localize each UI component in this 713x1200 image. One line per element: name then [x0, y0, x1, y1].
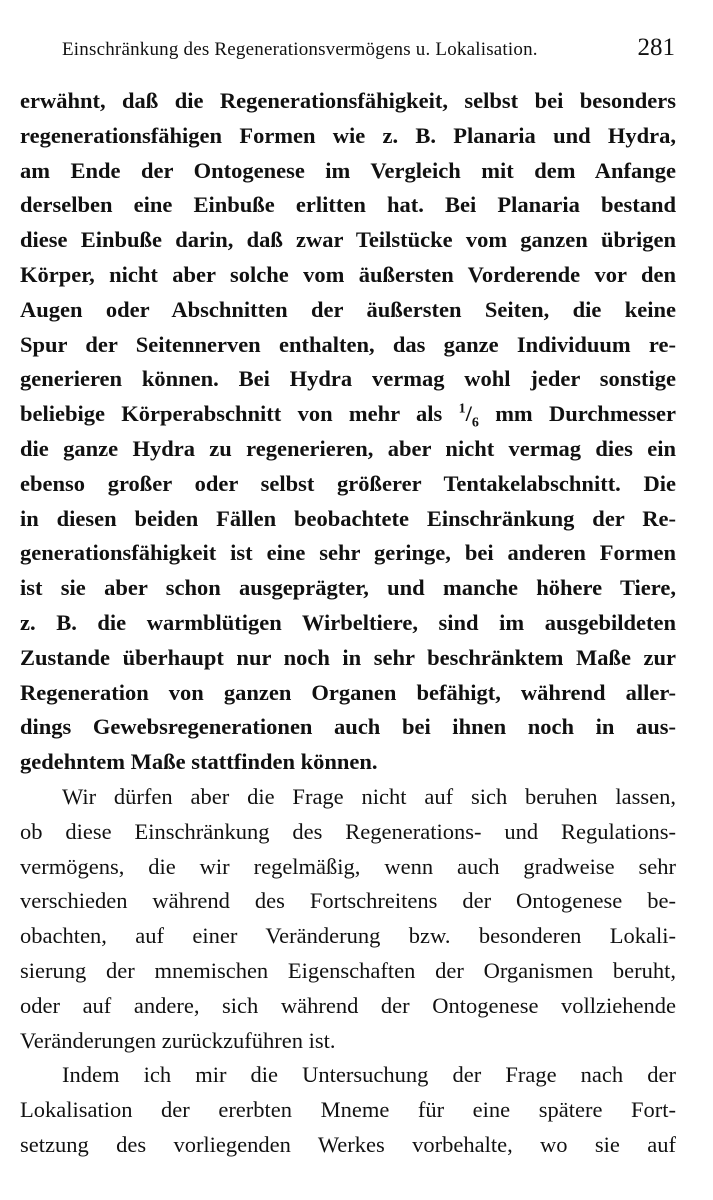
text-line: Zustande überhaupt nur noch in sehr beschränktem Maße zur [20, 644, 676, 670]
text-line: Veränderungen zurückzuführen ist. [20, 1027, 336, 1053]
text-line: Augen oder Abschnitten der äußersten Seiten, die keine [20, 296, 676, 322]
text-line: obachten, auf einer Veränderung bzw. besonderen Lokali- [20, 923, 676, 949]
text-line: z. B. die warmblütigen Wirbeltiere, sind im ausgebildeten [20, 609, 676, 635]
text-line: regenerationsfähigen Formen wie z. B. Planaria und Hydra, [20, 122, 676, 148]
text-line: sierung der mnemischen Eigenschaften der Organismen beruht, [20, 957, 676, 983]
text-line: ob diese Einschränkung des Regenerations- und Regulations- [20, 818, 676, 844]
text-line: generieren können. Bei Hydra vermag wohl jeder sonstige [20, 366, 676, 392]
text-line: ist sie aber schon ausgeprägter, und manche höhere Tiere, [20, 575, 676, 601]
text-line: setzung des vorliegenden Werkes vorbehalte, wo sie auf [20, 1131, 676, 1157]
text-line: am Ende der Ontogenese im Vergleich mit dem Anfange [20, 157, 676, 183]
text-line-with-fraction [20, 397, 676, 432]
text-line: vermögens, die wir regelmäßig, wenn auch gradweise sehr [20, 853, 676, 879]
text-line: Körper, nicht aber solche vom äußersten Vorderende vor den [20, 261, 676, 287]
fraction-denominator: 6 [471, 415, 479, 431]
paragraph-3 [20, 1058, 676, 1162]
text-line: erwähnt, daß die Regenerationsfähigkeit, selbst bei besonders [20, 88, 676, 113]
running-header [62, 34, 675, 64]
text-line: in diesen beiden Fällen beobachtete Einschränkung der Re- [20, 505, 676, 531]
text-line: generationsfähigkeit ist eine sehr geringe, bei anderen Formen [20, 540, 676, 566]
body-text [20, 84, 676, 1163]
text-line: Lokalisation der ererbten Mneme für eine spätere Fort- [20, 1097, 676, 1123]
text-line: Wir dürfen aber die Frage nicht auf sich beruhen lassen, [62, 783, 676, 809]
paragraph-1 [20, 84, 676, 780]
text-line: dings Gewebsregenerationen auch bei ihnen noch in aus- [20, 714, 676, 740]
text-line: gedehntem Maße stattfinden können. [20, 749, 378, 775]
text-line: oder auf andere, sich während der Ontogenese vollziehende [20, 992, 676, 1018]
text-segment: beliebige Körperabschnitt von mehr als [20, 401, 443, 427]
text-line: diese Einbuße darin, daß zwar Teilstücke vom ganzen übrigen [20, 227, 676, 253]
fraction: $^1/_6$ [458, 401, 479, 431]
running-title: Einschränkung des Regenerationsvermögens u. Lokalisation. [62, 39, 538, 60]
text-line: die ganze Hydra zu regenerieren, aber nicht vermag dies ein [20, 435, 676, 461]
page-number: 281 [637, 34, 675, 61]
text-line: verschieden während des Fortschreitens der Ontogenese be- [20, 888, 676, 914]
text-line: Indem ich mir die Untersuchung der Frage nach der [62, 1062, 676, 1088]
paragraph-2 [20, 780, 676, 1058]
text-line: Spur der Seitennerven enthalten, das ganze Individuum re- [20, 331, 676, 357]
text-line: ebenso großer oder selbst größerer Tentakelabschnitt. Die [20, 470, 676, 496]
fraction-numerator: 1 [458, 401, 466, 417]
text-line: Regeneration von ganzen Organen befähigt, während aller- [20, 679, 676, 705]
text-line: derselben eine Einbuße erlitten hat. Bei Planaria bestand [20, 192, 676, 218]
text-segment: mm Durchmesser [495, 401, 676, 427]
